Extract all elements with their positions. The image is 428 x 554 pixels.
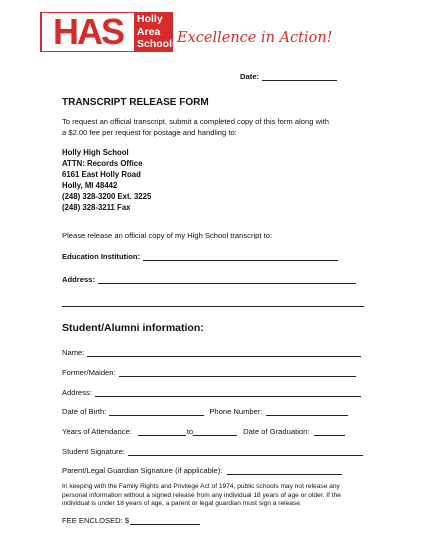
name-field [62, 348, 361, 357]
institution-address-field [62, 275, 356, 284]
phone-blank[interactable] [266, 407, 348, 416]
address-line: 6161 East Holly Road [62, 170, 141, 179]
holly-area-schools-logo [40, 12, 360, 52]
former-name-label: Former/Maiden: [62, 368, 116, 377]
form-title: TRANSCRIPT RELEASE FORM [62, 97, 209, 108]
name-label: Name: [62, 348, 85, 357]
former-name-blank[interactable] [119, 368, 356, 377]
attendance-to-blank[interactable] [193, 427, 237, 436]
address-line: ATTN: Records Office [62, 159, 143, 168]
dob-label: Date of Birth: [62, 407, 107, 416]
institution-field [62, 252, 338, 261]
fee-label: FEE ENCLOSED: $ [62, 516, 130, 525]
intro-paragraph [62, 117, 329, 138]
attendance-field [62, 427, 345, 436]
logo-word-area: Area [137, 25, 161, 38]
privacy-line: personal information without a signed release from any individual 18 years of age or older. If the [62, 491, 341, 499]
student-address-blank[interactable] [95, 388, 361, 397]
privacy-line: individual is under 18 years of age, a parent or legal guardian must sign a release. [62, 500, 302, 508]
logo-word-schools: Schools [137, 38, 178, 50]
address-line: Holly High School [62, 148, 129, 157]
signature-label: Student Signature: [62, 447, 125, 456]
institution-blank[interactable] [143, 252, 338, 261]
name-blank[interactable] [87, 348, 361, 357]
institution-address-label: Address: [62, 275, 95, 284]
mailing-address [62, 147, 151, 213]
institution-label: Education Institution: [62, 252, 141, 261]
logo-word-holly: Holly [137, 13, 163, 25]
intro-line: To request an official transcript, submit a completed copy of this form along with [62, 117, 330, 126]
privacy-line: In keeping with the Family Rights and Privilege Act of 1974, public schools may not release any [62, 483, 340, 490]
institution-address-blank-2[interactable] [62, 306, 364, 307]
address-line: Holly, MI 48442 [62, 181, 118, 190]
institution-address-blank[interactable] [98, 275, 356, 284]
guardian-signature-blank[interactable] [227, 466, 342, 475]
date-field [240, 72, 337, 81]
graduation-blank[interactable] [314, 427, 345, 436]
student-address-field [62, 388, 361, 397]
student-address-label: Address: [62, 388, 92, 397]
date-blank[interactable] [262, 72, 337, 81]
logo-words [137, 13, 178, 51]
attendance-to-label: to [186, 427, 194, 436]
guardian-signature-field [62, 466, 342, 475]
intro-line: a $2.00 fee per request for postage and handling to: [62, 127, 237, 137]
attendance-from-blank[interactable] [138, 427, 186, 436]
phone-label: Phone Number: [209, 407, 263, 416]
signature-blank[interactable] [128, 447, 363, 456]
date-label: Date: [240, 72, 259, 81]
former-name-field [62, 368, 356, 377]
fee-field [62, 516, 200, 525]
privacy-note [62, 483, 341, 509]
release-text: Please release an official copy of my High School transcript to: [62, 231, 273, 240]
logo-letters: HAS [42, 13, 134, 51]
logo-red-box [40, 11, 178, 52]
fee-blank[interactable] [130, 516, 200, 525]
signature-field [62, 447, 363, 456]
dob-blank[interactable] [109, 407, 204, 416]
guardian-signature-label: Parent/Legal Guardian Signature (if applicable): [62, 466, 223, 475]
graduation-label: Date of Graduation: [243, 427, 310, 436]
logo-slogan: Excellence in Action! [177, 30, 333, 46]
student-section-title: Student/Alumni information: [62, 322, 204, 334]
address-line: (248) 328-3200 Ext. 3225 [62, 192, 152, 201]
address-line: (248) 328-3211 Fax [62, 203, 131, 212]
dob-field [62, 407, 348, 416]
attendance-label: Years of Attendance: [62, 427, 132, 436]
